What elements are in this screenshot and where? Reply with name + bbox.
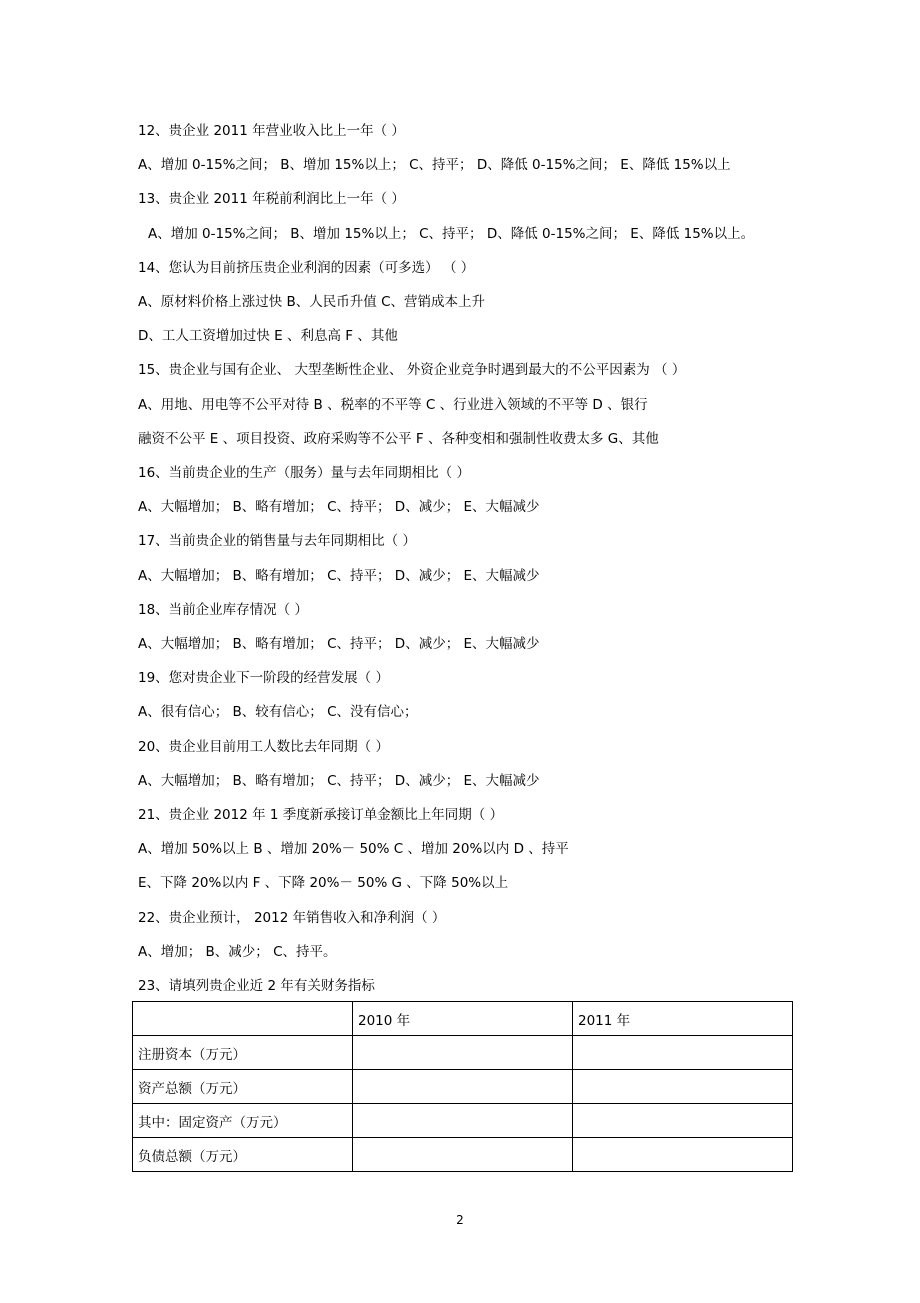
table-cell-2010[interactable]	[353, 1070, 573, 1104]
question-text: 21、贵企业 2012 年 1 季度新承接订单金额比上年同期（ ）	[138, 807, 504, 823]
answer-options: D、工人工资增加过快 E 、利息高 F 、其他	[138, 328, 398, 344]
answer-options: A、很有信心； B、较有信心； C、没有信心；	[138, 704, 418, 720]
table-row-label: 其中：固定资产（万元）	[133, 1104, 353, 1138]
question-text: 14、您认为目前挤压贵企业利润的因素（可多选） （ ）	[138, 260, 475, 276]
question-text: 23、请填列贵企业近 2 年有关财务指标	[138, 978, 375, 994]
table-cell-2010[interactable]	[353, 1138, 573, 1172]
table-cell-2011[interactable]	[573, 1036, 793, 1070]
answer-options: A、大幅增加； B、略有增加； C、持平； D、减少； E、大幅减少	[138, 636, 540, 652]
table-cell-2011[interactable]	[573, 1070, 793, 1104]
table-row	[133, 1104, 793, 1138]
answer-options: A、大幅增加； B、略有增加； C、持平； D、减少； E、大幅减少	[138, 568, 540, 584]
financial-indicators-table	[132, 1001, 793, 1172]
question-text: 20、贵企业目前用工人数比去年同期（ ）	[138, 739, 389, 755]
answer-options: A、大幅增加； B、略有增加； C、持平； D、减少； E、大幅减少	[138, 773, 540, 789]
question-text: 16、当前贵企业的生产（服务）量与去年同期相比（ ）	[138, 465, 470, 481]
question-text: 15、贵企业与国有企业、 大型垄断性企业、 外资企业竞争时遇到最大的不公平因素为 （ ）	[138, 362, 686, 378]
question-text: 19、您对贵企业下一阶段的经营发展（ ）	[138, 670, 389, 686]
question-text: 12、贵企业 2011 年营业收入比上一年（ ）	[138, 123, 405, 139]
table-header-row	[133, 1002, 793, 1036]
table-row	[133, 1036, 793, 1070]
question-text: 13、贵企业 2011 年税前利润比上一年（ ）	[138, 191, 405, 207]
answer-options: A、用地、用电等不公平对待 B 、税率的不平等 C 、行业进入领域的不平等 D 、银行	[138, 397, 648, 413]
answer-options: A、增加 50%以上 B 、增加 20%－ 50% C 、增加 20%以内 D 、持平	[138, 841, 569, 857]
answer-options: A、增加 0-15%之间； B、增加 15%以上； C、持平； D、降低 0-15%之间； E、降低 15%以上	[138, 157, 731, 173]
table-header-cell	[133, 1002, 353, 1036]
table-cell-2010[interactable]	[353, 1036, 573, 1070]
table-header-cell: 2010 年	[353, 1002, 573, 1036]
answer-options: 融资不公平 E 、项目投资、政府采购等不公平 F 、各种变相和强制性收费太多 G、其他	[138, 431, 659, 447]
answer-options: A、大幅增加； B、略有增加； C、持平； D、减少； E、大幅减少	[138, 499, 540, 515]
table-row-label: 注册资本（万元）	[133, 1036, 353, 1070]
answer-options: A、增加； B、减少； C、持平。	[138, 944, 337, 960]
table-cell-2011[interactable]	[573, 1138, 793, 1172]
table-row	[133, 1138, 793, 1172]
question-text: 18、当前企业库存情况（ ）	[138, 602, 308, 618]
table-row-label: 资产总额（万元）	[133, 1070, 353, 1104]
answer-options: E、下降 20%以内 F 、下降 20%－ 50% G 、下降 50%以上	[138, 875, 509, 891]
table-row	[133, 1070, 793, 1104]
answer-options: A、原材料价格上涨过快 B、人民币升值 C、营销成本上升	[138, 294, 486, 310]
page-number: 2	[456, 1213, 464, 1227]
table-cell-2010[interactable]	[353, 1104, 573, 1138]
answer-options: A、增加 0-15%之间； B、增加 15%以上； C、持平； D、降低 0-15%之间； E、降低 15%以上。	[148, 226, 755, 242]
table-header-cell: 2011 年	[573, 1002, 793, 1036]
table-row-label: 负债总额（万元）	[133, 1138, 353, 1172]
question-text: 22、贵企业预计， 2012 年销售收入和净利润（ ）	[138, 910, 446, 926]
question-text: 17、当前贵企业的销售量与去年同期相比（ ）	[138, 533, 416, 549]
table-cell-2011[interactable]	[573, 1104, 793, 1138]
